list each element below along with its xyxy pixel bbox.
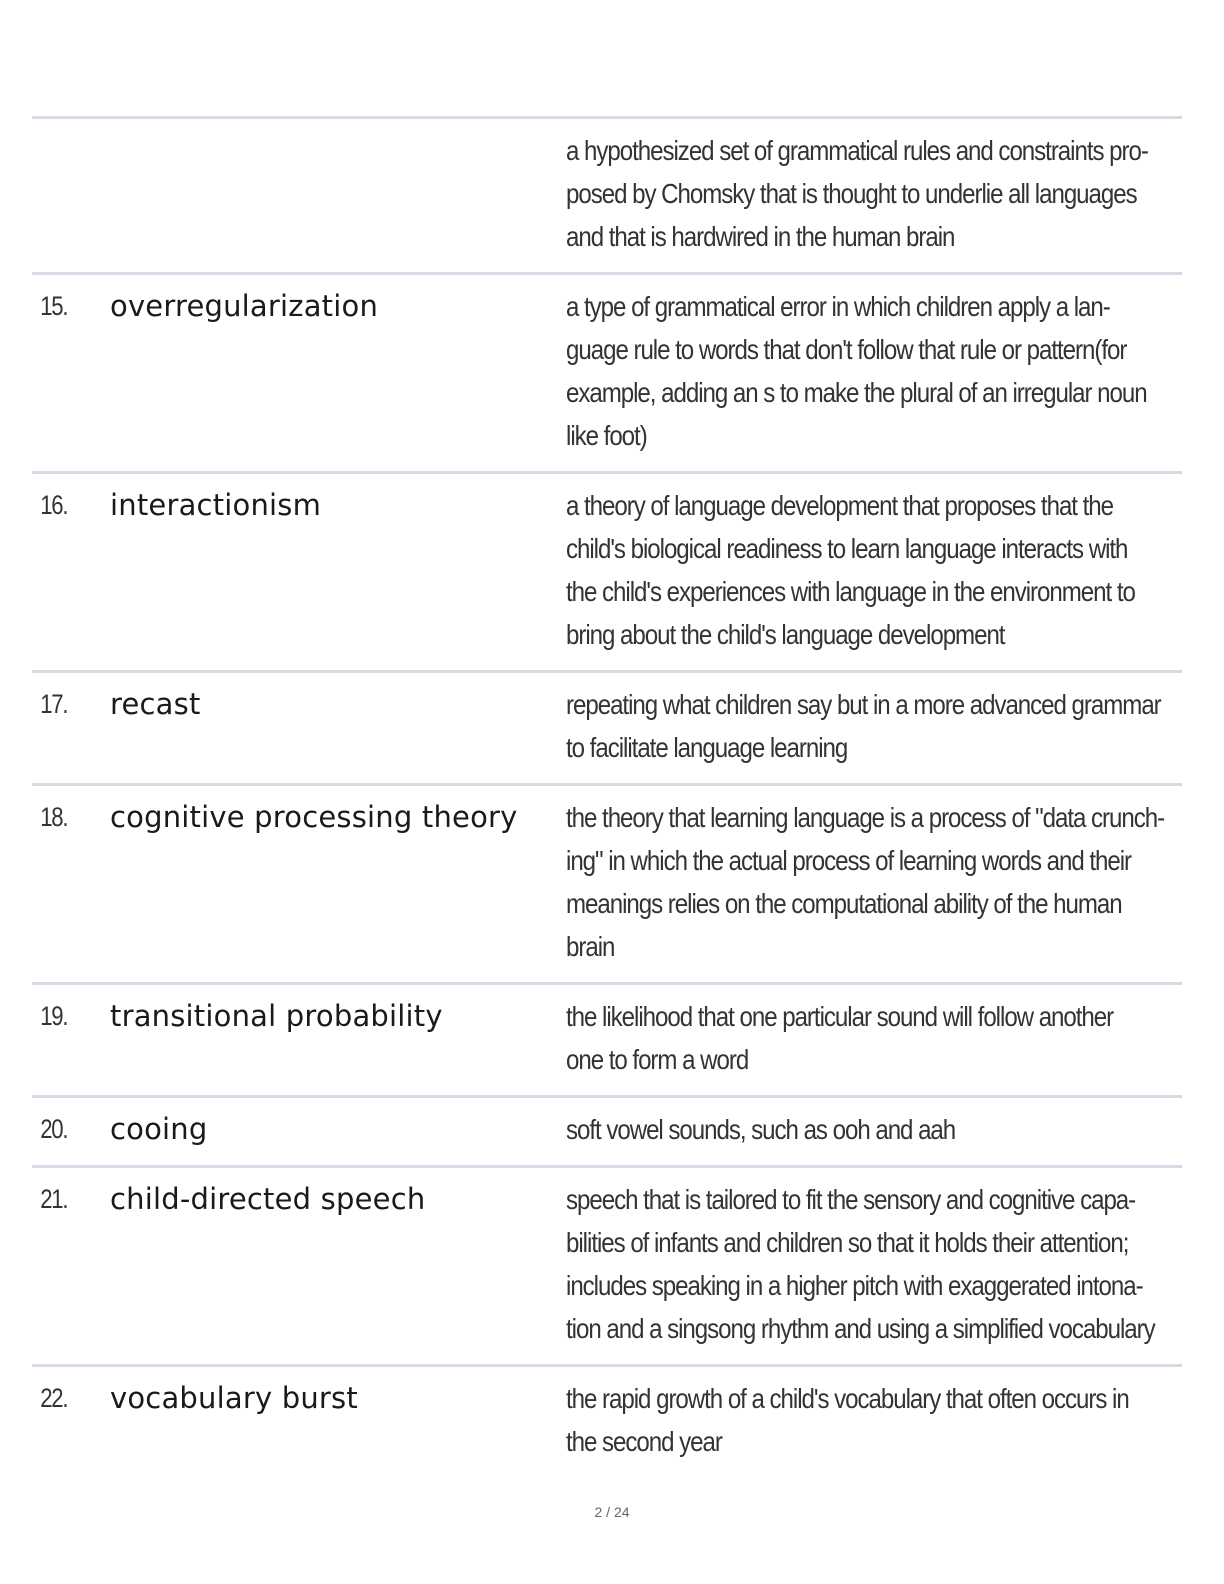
glossary-row (32, 275, 1182, 474)
definition-line: example, adding an s to make the plural of an irregular noun (566, 377, 1147, 408)
definition-line: like foot) (566, 420, 647, 451)
glossary-row (32, 985, 1182, 1098)
entry-number: 21. (40, 1184, 68, 1214)
definition-line: the theory that learning language is a process of "data crunch- (566, 802, 1165, 833)
entry-number (32, 129, 96, 258)
definition-line: a theory of language development that proposes that the (566, 490, 1114, 521)
entry-number: 17. (40, 689, 68, 719)
entry-number: 18. (40, 802, 68, 832)
definition-line: repeating what children say but in a more advanced grammar (566, 689, 1161, 720)
definition-line: brain (566, 931, 615, 962)
entry-term: child-directed speech (110, 1182, 426, 1216)
definition-line: bring about the child's language development (566, 619, 1005, 650)
definition-line: posed by Chomsky that is thought to underlie all languages (566, 178, 1137, 209)
entry-term: transitional probability (110, 999, 443, 1033)
definition-line: soft vowel sounds, such as ooh and aah (566, 1114, 956, 1145)
definition-line: bilities of infants and children so that it holds their attention; (566, 1227, 1129, 1258)
entry-definition (566, 285, 1150, 457)
definition-line: the second year (566, 1426, 722, 1457)
glossary-row (32, 1367, 1182, 1477)
definition-line: and that is hardwired in the human brain (566, 221, 955, 252)
glossary-row (32, 119, 1182, 275)
definition-line: child's biological readiness to learn language interacts with (566, 533, 1128, 564)
entry-term: recast (110, 687, 201, 721)
glossary-row (32, 1098, 1182, 1168)
entry-definition (566, 995, 1117, 1081)
entry-definition (566, 1377, 1132, 1463)
entry-definition (566, 484, 1138, 656)
entry-term: vocabulary burst (110, 1381, 358, 1415)
definition-line: includes speaking in a higher pitch with exaggerated intona- (566, 1270, 1143, 1301)
definition-line: one to form a word (566, 1044, 749, 1075)
definition-line: a hypothesized set of grammatical rules and constraints pro- (566, 135, 1148, 166)
glossary-row (32, 786, 1182, 985)
definition-line: the child's experiences with language in the environment to (566, 576, 1135, 607)
entry-definition (566, 1108, 1096, 1151)
definition-line: a type of grammatical error in which children apply a lan- (566, 291, 1110, 322)
definition-line: the rapid growth of a child's vocabulary that often occurs in (566, 1383, 1129, 1414)
glossary-row (32, 1168, 1182, 1367)
definition-line: meanings relies on the computational ability of the human (566, 888, 1122, 919)
page-indicator: 2 / 24 (594, 1504, 630, 1520)
entry-term: overregularization (110, 289, 379, 323)
entry-number: 20. (40, 1114, 68, 1144)
entry-number: 19. (40, 1001, 68, 1031)
entry-number: 15. (40, 291, 68, 321)
entry-number: 16. (40, 490, 68, 520)
entry-term: cognitive processing theory (110, 800, 518, 834)
definition-line: speech that is tailored to fit the sensory and cognitive capa- (566, 1184, 1136, 1215)
definition-line: guage rule to words that don't follow that rule or pattern(for (566, 334, 1127, 365)
entry-term: cooing (110, 1112, 208, 1146)
glossary-row (32, 474, 1182, 673)
definition-line: ing" in which the actual process of learning words and their (566, 845, 1132, 876)
entry-term (110, 129, 566, 258)
entry-definition (566, 683, 1164, 769)
entry-term: interactionism (110, 488, 322, 522)
definition-line: the likelihood that one particular sound will follow another (566, 1001, 1114, 1032)
definition-line: to facilitate language learning (566, 732, 848, 763)
definition-line: tion and a singsong rhythm and using a simplified vocabulary (566, 1313, 1155, 1344)
entry-number: 22. (40, 1383, 68, 1413)
entry-definition (566, 796, 1168, 968)
entry-definition (566, 129, 1151, 258)
glossary-table (32, 116, 1182, 1477)
entry-definition (566, 1178, 1158, 1350)
glossary-row (32, 673, 1182, 786)
